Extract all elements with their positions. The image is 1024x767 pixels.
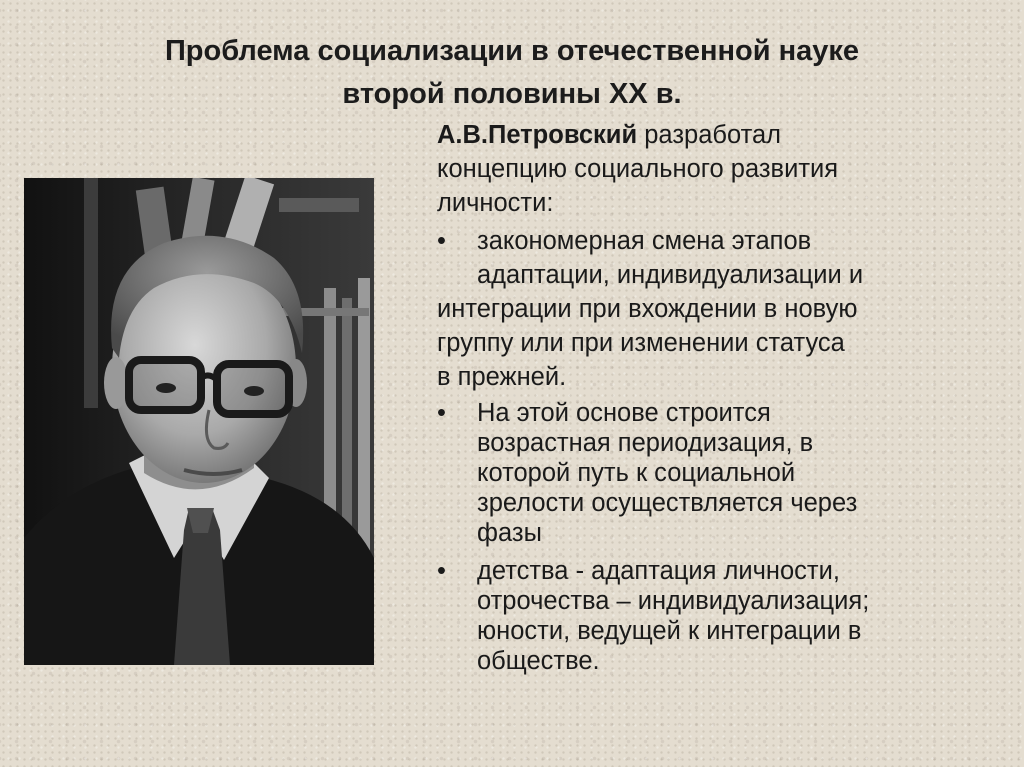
intro-text-1: разработал	[637, 121, 782, 149]
portrait-photo	[24, 178, 374, 665]
bullet-line: обществе.	[477, 647, 600, 675]
bullet-line: фазы	[477, 519, 542, 547]
intro-paragraph	[437, 118, 997, 220]
bullet-line: отрочества – индивидуализация;	[477, 587, 870, 615]
bullet-line: юности, ведущей к интеграции в	[477, 617, 862, 645]
intro-text-3: личности:	[437, 189, 554, 217]
bullet-line: группу или при изменении статуса	[437, 329, 845, 357]
bullet-mark: •	[437, 399, 446, 427]
intro-text-2: концепцию социального развития	[437, 155, 839, 183]
bullet-item	[437, 224, 997, 394]
bullet-line: возрастная периодизация, в	[477, 429, 814, 457]
author-name: А.В.Петровский	[437, 121, 638, 149]
bullet-line: в прежней.	[437, 363, 567, 391]
bullet-mark: •	[437, 227, 446, 255]
bullet-line: закономерная смена этапов	[477, 227, 812, 255]
bullet-line: которой путь к социальной	[477, 459, 796, 487]
title-line-1: Проблема социализации в отечественной науке	[164, 35, 860, 67]
bullet-line: адаптации, индивидуализации и	[477, 261, 864, 289]
bullet-line: На этой основе строится	[477, 399, 771, 427]
bullet-continuation	[437, 292, 997, 394]
bullet-line: интеграции при вхождении в новую	[437, 295, 858, 323]
title-line-2: второй половины XX в.	[342, 78, 682, 110]
bullet-item	[437, 556, 997, 676]
portrait-illustration	[24, 178, 374, 665]
slide-title	[0, 30, 1024, 116]
bullet-mark: •	[437, 557, 446, 585]
bullet-line: зрелости осуществляется через	[477, 489, 858, 517]
bullet-item	[437, 398, 997, 548]
bullet-line: детства - адаптация личности,	[477, 557, 840, 585]
body-text	[437, 118, 997, 676]
